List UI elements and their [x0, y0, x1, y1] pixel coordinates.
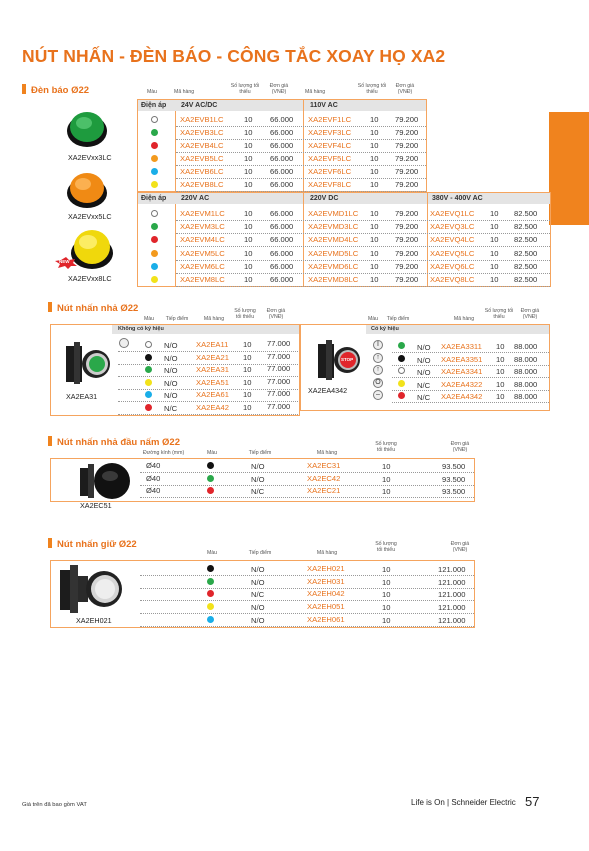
price: 77.000	[267, 389, 291, 399]
min-qty: 10	[370, 248, 379, 258]
pilot-light-orange-image	[64, 168, 110, 215]
price: 66.000	[270, 222, 294, 232]
min-qty: 10	[382, 603, 391, 613]
price: 79.200	[395, 209, 419, 218]
price: 79.200	[395, 153, 419, 163]
hdr-mau-2: Màu	[367, 316, 379, 322]
price: 79.200	[395, 222, 419, 232]
product-code: XA2EVQ6LC	[430, 261, 475, 271]
product-code: XA2EVMD6LC	[308, 261, 359, 271]
color-dot	[145, 341, 152, 348]
price: 121.000	[438, 603, 466, 613]
price: 88.000	[514, 342, 538, 351]
price: 77.000	[267, 364, 291, 374]
price: 79.200	[395, 248, 419, 258]
product-code: XA2EVB5LC	[180, 153, 224, 163]
hdr-mau: Màu	[206, 450, 218, 456]
dien-ap-label: Điện áp	[141, 195, 167, 202]
price: 79.200	[395, 235, 419, 245]
price: 121.000	[438, 577, 466, 587]
row-divider	[140, 497, 474, 498]
hdr-ma-hang: Mã hàng	[203, 316, 225, 322]
color-dot	[207, 462, 214, 469]
min-qty: 10	[370, 209, 379, 218]
hdr-don-gia: Đơn giá (VNĐ)	[450, 541, 470, 553]
product-code: XA2EVMD8LC	[308, 275, 359, 284]
price: 88.000	[514, 392, 538, 402]
row-divider	[176, 191, 426, 192]
min-qty: 10	[244, 261, 253, 271]
price: 82.500	[514, 275, 538, 284]
pushbutton-stop-image	[316, 338, 362, 387]
price: 79.200	[395, 115, 419, 124]
hdr-tiep-diem: Tiếp điểm	[248, 450, 272, 456]
contact-type: N/O	[251, 603, 265, 613]
price: 66.000	[270, 261, 294, 271]
product-label-xa2ea31: XA2EA31	[66, 392, 98, 401]
min-qty: 10	[490, 222, 499, 232]
color-dot	[207, 578, 214, 585]
row-divider	[392, 377, 549, 378]
min-qty: 10	[370, 179, 379, 189]
new-badge	[55, 256, 77, 268]
diameter: Ø40	[146, 486, 161, 495]
color-dot	[151, 129, 158, 136]
min-qty: 10	[490, 248, 499, 258]
color-dot	[151, 168, 158, 175]
flush-symbol-icon	[119, 338, 129, 348]
price: 66.000	[270, 209, 294, 218]
min-qty: 10	[244, 179, 253, 189]
color-dot	[151, 181, 158, 188]
price: 88.000	[514, 367, 538, 377]
product-label-1: XA2EVxx3LC	[68, 153, 112, 162]
contact-type: N/C	[164, 404, 178, 413]
hdr-mau: Màu	[206, 550, 218, 556]
min-qty: 10	[243, 352, 252, 362]
row-divider	[176, 233, 550, 234]
row-divider	[176, 220, 550, 221]
contact-type: N/O	[251, 577, 265, 587]
min-qty: 10	[490, 261, 499, 271]
min-qty: 10	[244, 153, 253, 163]
maintained-button-image	[56, 562, 136, 621]
voltage-220v-ac: 220V AC	[181, 195, 210, 202]
hdr-ma-hang: Mã hàng	[316, 550, 338, 556]
min-qty: 10	[243, 340, 252, 349]
band-left-label: Không có ký hiệu	[118, 326, 164, 332]
min-qty: 10	[244, 115, 253, 124]
min-qty: 10	[244, 275, 253, 284]
symbol-icon: O	[373, 378, 383, 388]
product-code: XA2EVM5LC	[180, 248, 225, 258]
section-title-nut-nhan-nha	[48, 302, 138, 314]
price: 88.000	[514, 379, 538, 389]
price: 66.000	[270, 248, 294, 258]
price: 82.500	[514, 222, 538, 232]
color-dot	[151, 142, 158, 149]
product-code: XA2EA3341	[441, 367, 483, 377]
voltage-24v: 24V AC/DC	[181, 102, 218, 109]
dien-ap-label: Điện áp	[141, 102, 167, 109]
contact-type: N/C	[251, 590, 265, 600]
color-dot	[151, 155, 158, 162]
section-title-dau-nam	[48, 436, 180, 448]
row-divider	[176, 126, 426, 127]
price: 121.000	[438, 565, 466, 574]
min-qty: 10	[243, 377, 252, 387]
hdr-don-gia: Đơn giá (VNĐ)	[450, 441, 470, 453]
color-dot	[151, 250, 158, 257]
contact-type: N/O	[164, 391, 178, 401]
contact-type: N/O	[164, 366, 178, 376]
price: 79.200	[395, 127, 419, 137]
min-qty: 10	[382, 615, 391, 625]
product-code: XA2EA4322	[441, 379, 483, 389]
product-code: XA2EH061	[307, 614, 345, 624]
section-marker	[48, 302, 52, 312]
min-qty: 10	[382, 487, 391, 496]
product-code: XA2EA21	[196, 352, 229, 362]
stop-text: STOP	[341, 357, 354, 362]
hdr-duong-kinh: Đường kính (mm)	[143, 450, 185, 456]
color-dot	[398, 355, 405, 362]
price: 66.000	[270, 235, 294, 245]
min-qty: 10	[382, 577, 391, 587]
row-divider	[176, 165, 426, 166]
footer-note: Giá trên đã bao gồm VAT	[22, 802, 87, 808]
hdr-so-luong-2: Số lượng tối thiểu	[484, 308, 514, 320]
product-label-2: XA2EVxx5LC	[68, 212, 112, 221]
product-code: XA2EH042	[307, 589, 345, 599]
product-code: XA2EVM1LC	[180, 209, 225, 218]
price: 121.000	[438, 615, 466, 625]
product-code: XA2EVF5LC	[308, 153, 352, 163]
price: 82.500	[514, 248, 538, 258]
price: 77.000	[267, 402, 291, 411]
product-code: XA2EVMD5LC	[308, 248, 359, 258]
hdr-so-luong-2: Số lượng tối thiểu	[357, 83, 387, 95]
min-qty: 10	[243, 403, 252, 412]
color-dot	[145, 354, 152, 361]
min-qty: 10	[490, 275, 499, 284]
price: 82.500	[514, 209, 538, 218]
hdr-so-luong: Số lượng tối thiểu	[234, 308, 256, 320]
min-qty: 10	[244, 209, 253, 218]
price: 66.000	[270, 127, 294, 137]
row-divider	[392, 402, 549, 403]
min-qty: 10	[244, 222, 253, 232]
hdr-tiep-diem: Tiếp điểm	[165, 316, 189, 322]
color-dot	[145, 379, 152, 386]
min-qty: 10	[370, 261, 379, 271]
row-divider	[176, 152, 426, 153]
price: 66.000	[270, 166, 294, 176]
contact-type: N/O	[164, 378, 178, 388]
symbol-icon: I	[373, 340, 383, 350]
min-qty: 10	[370, 115, 379, 124]
price: 82.500	[514, 235, 538, 245]
min-qty: 10	[370, 140, 379, 150]
page-number: 57	[525, 794, 540, 809]
color-dot	[398, 342, 405, 349]
product-code: XA2EA11	[196, 340, 229, 349]
product-code: XA2EVF1LC	[308, 115, 352, 124]
color-dot	[151, 116, 158, 123]
price: 66.000	[270, 115, 294, 124]
product-code: XA2EVM3LC	[180, 222, 225, 232]
row-divider	[392, 390, 549, 391]
product-code: XA2EC21	[307, 486, 341, 495]
color-dot	[398, 380, 405, 387]
hdr-don-gia-2: Đơn giá (VNĐ)	[520, 308, 540, 320]
contact-type: N/C	[251, 487, 265, 496]
hdr-don-gia: Đơn giá (VNĐ)	[269, 83, 289, 95]
min-qty: 10	[496, 367, 505, 377]
contact-type: N/O	[164, 341, 178, 350]
product-code: XA2EH051	[307, 602, 345, 612]
price: 77.000	[267, 376, 291, 386]
band-right-label: Có ký hiệu	[371, 326, 399, 332]
contact-type: N/O	[164, 353, 178, 363]
product-code: XA2EVB1LC	[180, 115, 224, 124]
hdr-ma-hang: Mã hàng	[174, 89, 195, 95]
min-qty: 10	[244, 140, 253, 150]
contact-type: N/O	[251, 474, 265, 484]
product-code: XA2EH021	[307, 564, 345, 573]
mushroom-button-image	[76, 460, 132, 505]
section-marker	[48, 538, 52, 548]
min-qty: 10	[382, 565, 391, 574]
contact-type: N/C	[417, 380, 431, 390]
hdr-tiep-diem-2: Tiếp điểm	[386, 316, 410, 322]
voltage-220v-dc: 220V DC	[310, 195, 339, 202]
contact-type: N/O	[417, 368, 431, 378]
row-divider	[176, 246, 550, 247]
row-divider	[176, 273, 550, 274]
product-label-3: XA2EVxx8LC	[68, 274, 112, 283]
min-qty: 10	[243, 390, 252, 400]
section-marker	[48, 436, 52, 446]
product-code: XA2EH031	[307, 576, 345, 586]
product-code: XA2EC31	[307, 461, 341, 470]
product-code: XA2EC42	[307, 473, 341, 483]
price: 79.200	[395, 275, 419, 284]
product-code: XA2EVM6LC	[180, 261, 225, 271]
min-qty: 10	[370, 153, 379, 163]
row-divider	[176, 260, 550, 261]
hdr-ma-hang-2: Mã hàng	[305, 89, 326, 95]
product-code: XA2EVF4LC	[308, 140, 352, 150]
hdr-so-luong: Số lượng tối thiểu	[375, 441, 397, 453]
min-qty: 10	[496, 379, 505, 389]
min-qty: 10	[370, 235, 379, 245]
product-label-xa2ec51: XA2EC51	[80, 501, 112, 510]
voltage-110v: 110V AC	[310, 102, 338, 109]
pilot-light-green-image	[64, 107, 110, 154]
contact-type: N/O	[251, 615, 265, 625]
symbol-icon: ↑	[373, 365, 383, 375]
product-label-xa2eh021: XA2EH021	[76, 616, 112, 625]
color-dot	[151, 276, 158, 283]
product-code: XA2EA42	[196, 403, 229, 412]
row-divider	[176, 139, 426, 140]
product-label-xa2ea4342: XA2EA4342	[308, 386, 348, 395]
price: 66.000	[270, 275, 294, 284]
contact-type: N/O	[417, 355, 431, 365]
row-divider	[392, 365, 549, 366]
diameter: Ø40	[146, 473, 161, 483]
min-qty: 10	[496, 354, 505, 364]
min-qty: 10	[244, 248, 253, 258]
product-code: XA2EA61	[196, 390, 229, 400]
contact-type: N/C	[417, 393, 431, 403]
color-dot	[207, 487, 214, 494]
min-qty: 10	[382, 474, 391, 484]
price: 82.500	[514, 261, 538, 271]
product-code: XA2EVQ4LC	[430, 235, 475, 245]
row-divider	[176, 286, 550, 287]
price: 66.000	[270, 153, 294, 163]
product-code: XA2EVM8LC	[180, 275, 225, 284]
min-qty: 10	[370, 222, 379, 232]
price: 77.000	[267, 351, 291, 361]
contact-type: N/O	[251, 565, 265, 574]
product-code: XA2EVM4LC	[180, 235, 225, 245]
min-qty: 10	[496, 392, 505, 402]
min-qty: 10	[370, 275, 379, 284]
min-qty: 10	[244, 166, 253, 176]
min-qty: 10	[243, 365, 252, 375]
hdr-tiep-diem: Tiếp điểm	[248, 550, 272, 556]
row-divider	[140, 626, 474, 627]
voltage-380v: 380V - 400V AC	[432, 195, 483, 202]
min-qty: 10	[370, 166, 379, 176]
product-code: XA2EVB4LC	[180, 140, 224, 150]
contact-type: N/O	[251, 462, 265, 471]
product-code: XA2EA3311	[441, 342, 482, 351]
product-code: XA2EVMD3LC	[308, 222, 359, 232]
section-title-text: Nút nhấn nhả đầu nấm Ø22	[57, 437, 180, 448]
symbol-icon: ↑	[373, 353, 383, 363]
product-code: XA2EVB3LC	[180, 127, 224, 137]
hdr-don-gia: Đơn giá (VNĐ)	[266, 308, 286, 320]
price: 77.000	[267, 339, 291, 348]
color-dot	[207, 565, 214, 572]
hdr-so-luong: Số lượng tối thiểu	[375, 541, 397, 553]
price: 79.200	[395, 261, 419, 271]
product-code: XA2EVMD1LC	[308, 209, 359, 218]
product-code: XA2EVQ5LC	[430, 248, 475, 258]
side-tab	[549, 112, 589, 225]
price: 93.500	[442, 474, 466, 484]
color-dot	[151, 210, 158, 217]
price: 93.500	[442, 487, 466, 496]
price: 88.000	[514, 354, 538, 364]
color-dot	[207, 475, 214, 482]
contact-type: N/O	[417, 343, 431, 352]
price: 121.000	[438, 590, 466, 600]
min-qty: 10	[490, 209, 499, 218]
section-marker	[22, 84, 26, 94]
hdr-mau: Màu	[146, 89, 158, 95]
min-qty: 10	[496, 342, 505, 351]
product-code: XA2EVB6LC	[180, 166, 224, 176]
min-qty: 10	[370, 127, 379, 137]
section-title-nut-giu	[48, 538, 137, 550]
price: 66.000	[270, 140, 294, 150]
min-qty: 10	[244, 235, 253, 245]
min-qty: 10	[382, 462, 391, 471]
product-code: XA2EA4342	[441, 392, 483, 402]
price: 79.200	[395, 179, 419, 189]
min-qty: 10	[244, 127, 253, 137]
product-code: XA2EVQ8LC	[430, 275, 475, 284]
row-divider	[118, 414, 298, 415]
product-code: XA2EA51	[196, 377, 229, 387]
color-dot	[207, 616, 214, 623]
product-code: XA2EVF6LC	[308, 166, 352, 176]
product-code: XA2EVQ1LC	[430, 209, 475, 218]
product-code: XA2EA31	[196, 365, 229, 375]
color-dot	[145, 404, 152, 411]
price: 93.500	[442, 462, 466, 471]
page-title: NÚT NHẤN - ĐÈN BÁO - CÔNG TẮC XOAY HỌ XA2	[22, 46, 446, 66]
hdr-mau: Màu	[143, 316, 155, 322]
product-code: XA2EVQ3LC	[430, 222, 475, 232]
min-qty: 10	[382, 590, 391, 600]
hdr-ma-hang-2: Mã hàng	[453, 316, 475, 322]
section-title-text: Nút nhấn giữ Ø22	[57, 539, 137, 550]
new-badge-text: NEW	[59, 259, 70, 264]
row-divider	[392, 352, 549, 353]
section-title-text: Đèn báo Ø22	[31, 85, 90, 96]
price: 79.200	[395, 166, 419, 176]
color-dot	[151, 263, 158, 270]
product-code: XA2EVB8LC	[180, 179, 224, 189]
symbol-icon: –	[373, 390, 383, 400]
section-title-den-bao	[22, 84, 89, 96]
pushbutton-green-image	[64, 340, 112, 391]
diameter: Ø40	[146, 461, 161, 470]
product-code: XA2EA3351	[441, 354, 483, 364]
row-divider	[176, 178, 426, 179]
min-qty: 10	[490, 235, 499, 245]
product-code: XA2EVF3LC	[308, 127, 352, 137]
product-code: XA2EVF8LC	[308, 179, 352, 189]
product-code: XA2EVMD4LC	[308, 235, 359, 245]
section-title-text: Nút nhấn nhả Ø22	[57, 303, 139, 314]
price: 79.200	[395, 140, 419, 150]
hdr-so-luong: Số lượng tối thiểu	[230, 83, 260, 95]
hdr-don-gia-2: Đơn giá (VNĐ)	[395, 83, 415, 95]
hdr-ma-hang: Mã hàng	[316, 450, 338, 456]
footer-brand: Life is On | Schneider Electric	[411, 798, 516, 807]
price: 66.000	[270, 179, 294, 189]
